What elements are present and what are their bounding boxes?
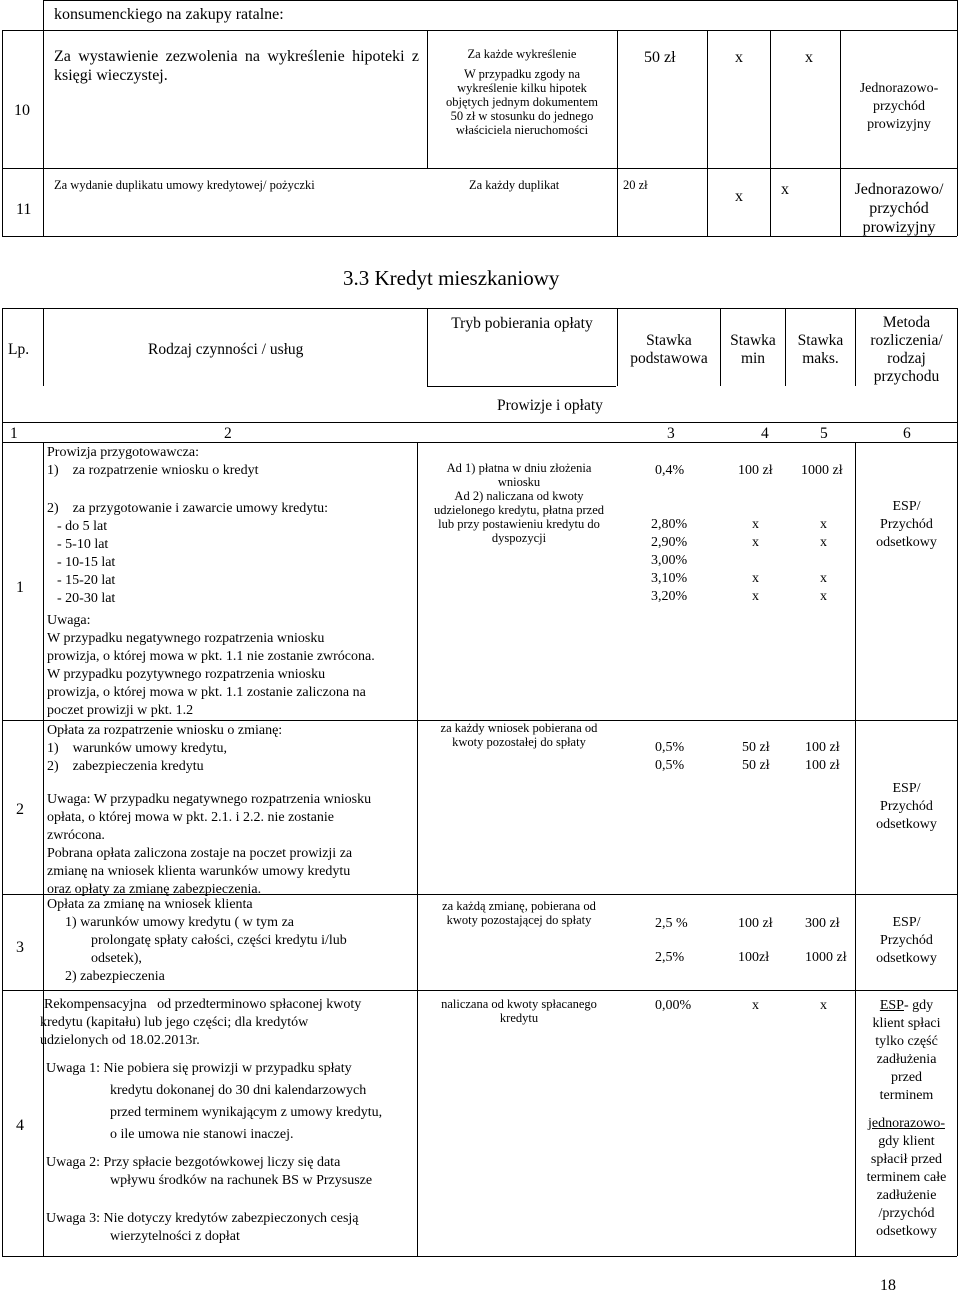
row11-lp: 11 [16, 201, 32, 218]
row10-max: x [805, 49, 813, 66]
row1-desc: Prowizja przygotowawcza: 1) za rozpatrzenie wniosku o kredyt 2) za przygotowanie i zawarcie umowy kredytu: - do 5 lat - 5-10 lat - 10-15 lat - 15-20 lat - 20-30 lat [47, 445, 329, 606]
row1-min1: 100 zł [738, 463, 773, 478]
row4-desc: Rekompensacyjna od przedterminowo spłaconej kwoty kredytu (kapitału) lub jego części; dla kredytów udzielonych od 18.02.2013r. [40, 997, 362, 1048]
row10-lp: 10 [14, 102, 30, 119]
row2-lp: 2 [16, 801, 24, 818]
row4-min: x [752, 998, 759, 1013]
row10-tryb: Za każde wykreślenie W przypadku zgody na wykreślenie kilku hipotek objętych jednym dokumentem 50 zł w stosunku do jednego właściciela nieruchomości [445, 47, 599, 137]
row4-uwaga2: Uwaga 2: Przy spłacie bezgotówkowej liczy się data wpływu środków na rachunek BS w Przysusze [46, 1155, 373, 1188]
row4-tryb: naliczana od kwoty spłacanego kredytu [441, 997, 597, 1025]
row11-min: x [735, 188, 743, 205]
row2-stawki: 0,5% 0,5% [655, 740, 685, 773]
header-metoda: Metoda rozliczenia/ rodzaj przychodu [870, 314, 943, 385]
row4-lp: 4 [16, 1117, 24, 1134]
header-lp: Lp. [8, 341, 30, 358]
header-rodzaj: Rodzaj czynności / usług [148, 341, 304, 358]
row1-tryb: Ad 1) płatna w dniu złożenia wniosku Ad 2) naliczana od kwoty udzielonego kredytu, płatna przed lub przy postawieniu kredytu do dyspozycji [433, 461, 605, 545]
row10-metoda: Jednorazowo- przychód prowizyjny [859, 81, 939, 132]
row4-uwaga1: Uwaga 1: Nie pobiera się prowizji w przypadku spłaty kredytu dokonanej do 30 dni kalendarzowych przed terminem wynikającym z umowy kredytu, o ile umowa nie stanowi inaczej. [46, 1061, 383, 1142]
header-max: Stawka maks. [797, 332, 844, 367]
col-number: 2 [224, 425, 232, 442]
col-number: 5 [820, 425, 828, 442]
row11-desc: Za wydanie duplikatu umowy kredytowej/ pożyczki [54, 178, 315, 192]
row4-stawka: 0,00% [655, 998, 692, 1013]
row1-stawka1: 0,4% [655, 463, 685, 478]
row4-max: x [820, 998, 827, 1013]
row1-lp: 1 [16, 579, 24, 596]
row3-stawki: 2,5 % 2,5% [655, 916, 688, 965]
row2-mins: 50 zł 50 zł [742, 740, 770, 773]
col-number: 3 [667, 425, 675, 442]
col-number: 4 [761, 425, 769, 442]
row1-metoda: ESP/ Przychód odsetkowy [876, 499, 937, 550]
header-min: Stawka min [730, 332, 776, 367]
row3-desc: Opłata za zmianę na wniosek klienta 1) warunków umowy kredytu ( w tym za prolongatę spłaty całości, części kredytu i/lub odsetek), 2) zabezpieczenia [47, 897, 347, 984]
row1-max1: 1000 zł [801, 463, 843, 478]
header-stawka: Stawka podstawowa [630, 332, 708, 367]
row2-metoda: ESP/ Przychód odsetkowy [876, 781, 937, 832]
col-number: 1 [10, 425, 18, 442]
row1-maxs: x x x x [820, 517, 827, 604]
col-number: 6 [903, 425, 911, 442]
header-group: Prowizje i opłaty [497, 397, 603, 414]
row11-stawka: 20 zł [623, 178, 648, 192]
row4-metoda: ESP- gdy klient spłaci tylko część zadłużenia przed terminem jednorazowo- gdy klient spłacił przed terminem całe zadłużenie /przychód odsetkowy [866, 998, 947, 1239]
row11-tryb: Za każdy duplikat [469, 178, 560, 192]
row3-lp: 3 [16, 939, 24, 956]
row2-tryb: za każdy wniosek pobierana od kwoty pozostałej do spłaty [440, 721, 598, 749]
row10-min: x [735, 49, 743, 66]
row1-uwaga: Uwaga: W przypadku negatywnego rozpatrzenia wniosku prowizja, o której mowa w pkt. 1.1 nie zostanie zwrócona. W przypadku pozytywnego rozpatrzenia wniosku prowizja, o której mowa w pkt. 1.1 zostanie zaliczona na poczet prowizji w pkt. 1.2 [47, 613, 375, 718]
top-row-text: konsumenckiego na zakupy ratalne: [54, 6, 284, 23]
row10-desc: Za wystawienie zezwolenia na wykreślenie hipoteki z księgi wieczystej. [54, 48, 419, 84]
header-tryb: Tryb pobierania opłaty [451, 315, 593, 332]
row3-metoda: ESP/ Przychód odsetkowy [876, 915, 937, 966]
row11-metoda: Jednorazowo/ przychód prowizyjny [854, 181, 944, 236]
row1-mins: x x x x [752, 517, 759, 604]
row2-uwaga: Uwaga: W przypadku negatywnego rozpatrzenia wniosku opłata, o której mowa w pkt. 2.1. i 2.2. nie zostanie zwrócona. Pobrana opłata zaliczona zostaje na poczet prowizji za zmianę na wniosek klienta warunków umowy kredytu oraz opłaty za zmianę zabezpieczenia. [47, 792, 372, 897]
row2-maxs: 100 zł 100 zł [805, 740, 840, 773]
section-title: 3.3 Kredyt mieszkaniowy [343, 266, 560, 290]
page-number: 18 [880, 1277, 896, 1294]
row1-stawki: 2,80% 2,90% 3,00% 3,10% 3,20% [651, 517, 688, 604]
row3-maxs: 300 zł 1000 zł [805, 916, 847, 965]
row4-uwaga3: Uwaga 3: Nie dotyczy kredytów zabezpieczonych cesją wierzytelności z dopłat [46, 1211, 359, 1244]
row11-max: x [781, 181, 789, 198]
row3-mins: 100 zł 100zł [738, 916, 773, 965]
row3-tryb: za każdą zmianę, pobierana od kwoty pozostającej do spłaty [442, 899, 596, 927]
row2-desc: Opłata za rozpatrzenie wniosku o zmianę: 1) warunków umowy kredytu, 2) zabezpieczenia kredytu [47, 723, 283, 774]
row10-stawka: 50 zł [644, 49, 676, 66]
